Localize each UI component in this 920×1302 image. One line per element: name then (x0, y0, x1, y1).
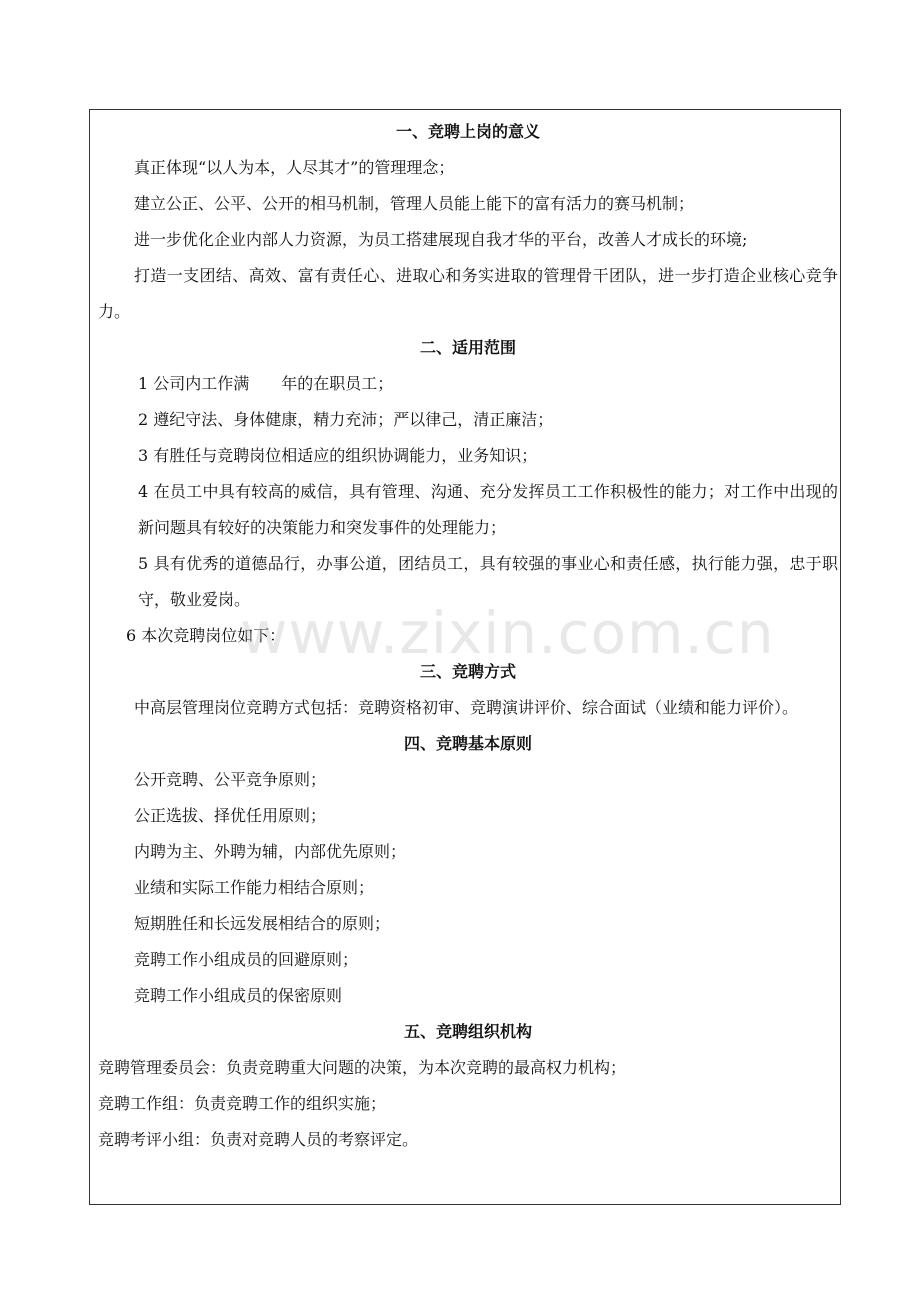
paragraph: 公开竞聘、公平竞争原则； (134, 770, 327, 789)
list-item: 5 具有优秀的道德品行，办事公道，团结员工，具有较强的事业心和责任感，执行能力强，忠于职守，敬业爱岗。 (138, 554, 838, 609)
section-heading-4: 四、竞聘基本原则 (403, 734, 532, 753)
paragraph: 业绩和实际工作能力相结合原则； (134, 878, 375, 897)
section-heading-5: 五、竞聘组织机构 (403, 1022, 532, 1041)
list-item: 6 本次竞聘岗位如下： (126, 626, 286, 645)
list-item: 1 公司内工作满 年的在职员工； (138, 374, 394, 393)
paragraph: 公正选拔、择优任用原则； (134, 806, 327, 825)
paragraph: 内聘为主、外聘为辅，内部优先原则； (134, 842, 407, 861)
paragraph: 短期胜任和长远发展相结合的原则； (134, 914, 391, 933)
section-heading-1: 一、竞聘上岗的意义 (395, 122, 540, 141)
paragraph: 打造一支团结、高效、富有责任心、进取心和务实进取的管理骨干团队，进一步打造企业核心竞争力。 (98, 266, 838, 321)
paragraph: 真正体现“以人为本，人尽其才”的管理理念； (134, 158, 455, 177)
paragraph: 竞聘工作组：负责竞聘工作的组织实施； (98, 1094, 387, 1113)
paragraph: 建立公正、公平、公开的相马机制，管理人员能上能下的富有活力的赛马机制； (134, 194, 695, 213)
list-item: 4 在员工中具有较高的威信，具有管理、沟通、充分发挥员工工作积极性的能力；对工作中出现的新问题具有较好的决策能力和突发事件的处理能力； (138, 482, 838, 537)
document-content (98, 114, 838, 1158)
paragraph: 中高层管理岗位竞聘方式包括：竞聘资格初审、竞聘演讲评价、综合面试（业绩和能力评价）。 (134, 698, 799, 717)
paragraph: 竞聘管理委员会：负责竞聘重大问题的决策，为本次竞聘的最高权力机构； (98, 1058, 627, 1077)
watermark: www.zixin.com.cn (240, 599, 775, 667)
paragraph: 竞聘工作小组成员的保密原则 (134, 986, 343, 1005)
paragraph: 竞聘工作小组成员的回避原则； (134, 950, 359, 969)
paragraph: 进一步优化企业内部人力资源，为员工搭建展现自我才华的平台，改善人才成长的环境; (134, 230, 748, 249)
list-item: 3 有胜任与竞聘岗位相适应的组织协调能力，业务知识； (138, 446, 538, 465)
list-item: 2 遵纪守法、身体健康，精力充沛；严以律己，清正廉洁； (138, 410, 554, 429)
section-heading-3: 三、竞聘方式 (419, 662, 516, 681)
paragraph: 竞聘考评小组：负责对竞聘人员的考察评定。 (98, 1130, 419, 1149)
document-frame (89, 109, 841, 1205)
section-heading-2: 二、适用范围 (419, 338, 516, 357)
